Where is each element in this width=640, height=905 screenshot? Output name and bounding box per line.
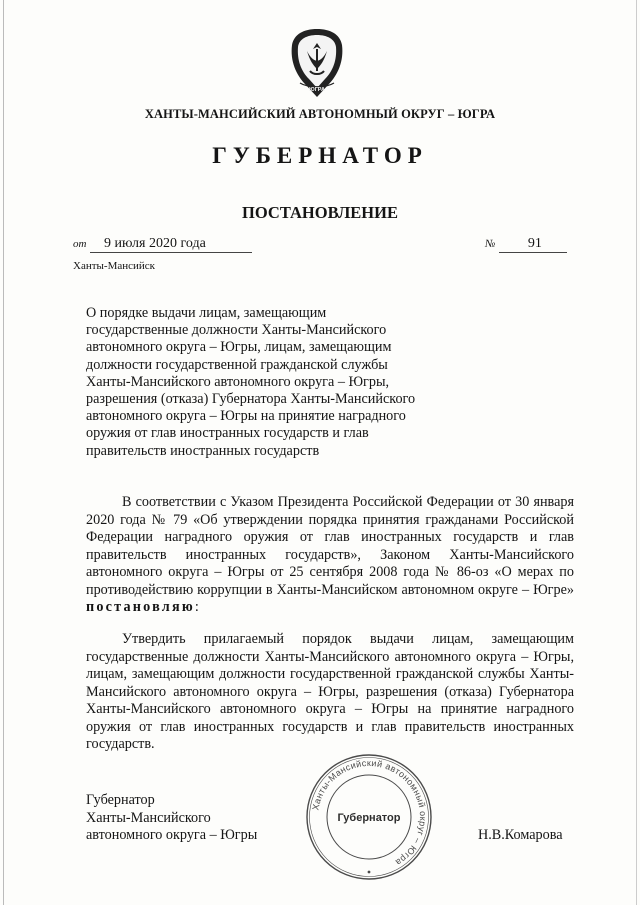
date-prefix: от: [73, 238, 87, 250]
subject-line: О порядке выдачи лицам, замещающим: [86, 305, 327, 321]
preamble-text: В соответствии с Указом Президента Российской Федерации от 30 января 2020 года № 79 «Об утверждении порядка принятия гражданами Российской Федерации наградного оружия от глав иностранных государств и глав правительств иностранных государств», Законом Ханты-Мансийского автономного округа – Югры от 25 сентября 2008 года № 86-оз «О мерах по противодействию коррупции в Ханты-Мансийском автономном округе – Югре»: [86, 494, 574, 598]
subject-line: автономного округа – Югры, лицам, замещающим: [86, 339, 392, 356]
signatory-title-line: Губернатор: [86, 792, 155, 808]
preamble-end: :: [194, 599, 199, 615]
signatory-name: Н.В.Комарова: [478, 827, 563, 843]
emblem-label: ЮГРА: [309, 87, 325, 93]
number-field: [485, 236, 567, 253]
resolve-word: постановляю: [86, 599, 195, 615]
scan-edge-left: [3, 0, 4, 905]
seal-center-text: Губернатор: [337, 812, 401, 824]
subject-line: Ханты-Мансийского автономного округа – Югры,: [86, 373, 390, 390]
date-value: 9 июля 2020 года: [90, 236, 252, 253]
seal-ring-text: Ханты-Мансийский автономный округ – Югра: [310, 757, 429, 868]
coat-of-arms-emblem: [286, 27, 348, 99]
resolution-paragraph: Утвердить прилагаемый порядок выдачи лицам, замещающим государственные должности Ханты-Мансийского автономного округа – Югры, лицам, замещающим должности государственной гражданской службы Ханты-Мансийского автономного округа – Югры, разрешения (отказа) Губернатора Ханты-Мансийского автономного округа – Югры на принятие наградного оружия от глав иностранных государств и глав правительств иностранных государств.: [86, 631, 574, 752]
date-field: [73, 236, 252, 253]
subject-line: правительств иностранных государств: [86, 442, 320, 459]
city-name: Ханты-Мансийск: [73, 260, 156, 272]
scan-edge-right: [636, 0, 637, 905]
number-prefix: №: [485, 238, 496, 250]
official-seal: [304, 752, 434, 882]
subject-line: государственные должности Ханты-Мансийского: [86, 322, 387, 339]
governor-heading: ГУБЕРНАТОР: [212, 143, 428, 168]
subject-line: оружия от глав иностранных государств и глав: [86, 425, 369, 442]
document-type: ПОСТАНОВЛЕНИЕ: [242, 203, 398, 222]
organization-name: ХАНТЫ-МАНСИЙСКИЙ АВТОНОМНЫЙ ОКРУГ – ЮГРА: [144, 107, 496, 121]
signatory-title-line: Ханты-Мансийского: [86, 809, 211, 826]
subject-line: должности государственной гражданской службы: [86, 356, 388, 373]
signatory-title-line: автономного округа – Югры: [86, 827, 258, 843]
signatory-title: [86, 792, 257, 845]
number-value: 91: [499, 236, 567, 253]
subject-line: разрешения (отказа) Губернатора Ханты-Мансийского: [86, 391, 416, 408]
subject-line: автономного округа – Югры на принятие наградного: [86, 408, 406, 425]
preamble-paragraph: [86, 494, 574, 617]
decree-subject: [86, 305, 466, 460]
